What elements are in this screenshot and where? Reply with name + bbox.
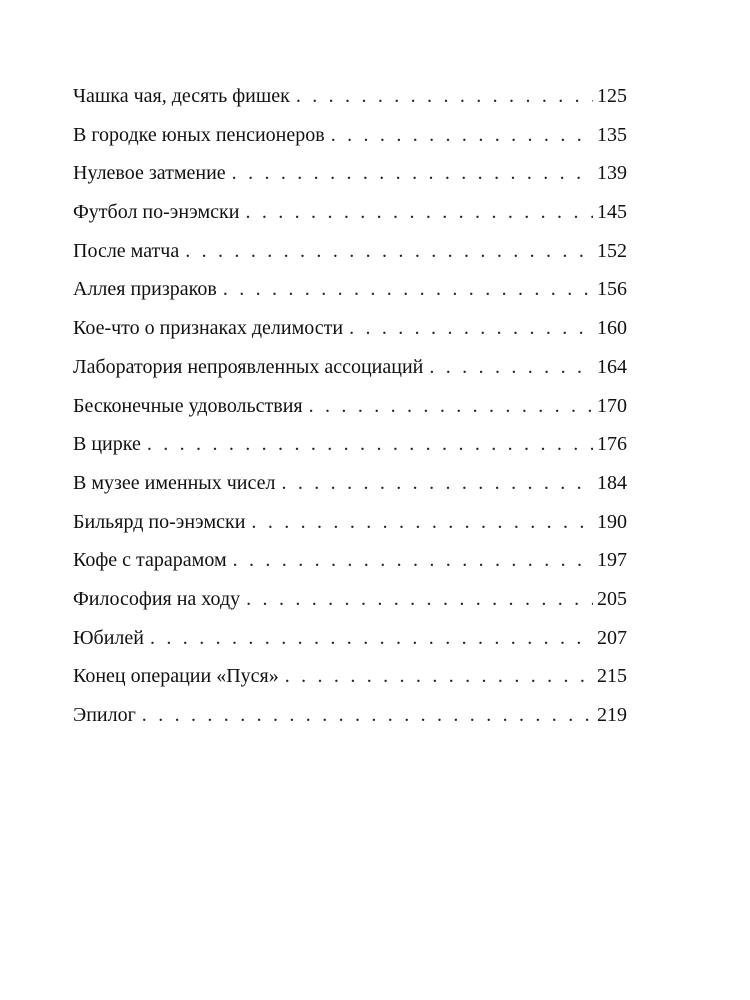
toc-entry bbox=[73, 354, 627, 393]
toc-entry-title: Бесконечные удовольствия bbox=[73, 394, 303, 417]
toc-entry-page-number: 219 bbox=[597, 704, 627, 726]
toc-entry-page-number: 164 bbox=[597, 355, 627, 378]
toc-entry bbox=[73, 663, 627, 702]
toc-entry-title: В городке юных пенсионеров bbox=[73, 123, 325, 146]
toc-entry-title: Кое-что о признаках делимости bbox=[73, 317, 344, 340]
toc-entry-page-number: 190 bbox=[597, 510, 627, 533]
toc-entry bbox=[73, 393, 627, 432]
toc-entry bbox=[73, 122, 627, 161]
dot-leader bbox=[285, 663, 593, 689]
toc-entry bbox=[73, 160, 627, 199]
toc-entry-page-number: 145 bbox=[597, 201, 627, 224]
toc-entry-page-number: 207 bbox=[597, 626, 627, 649]
toc-entry-page-number: 205 bbox=[597, 587, 627, 610]
toc-entry-page-number: 215 bbox=[597, 665, 627, 688]
toc-entry-title: Футбол по-энэмски bbox=[73, 201, 240, 224]
toc-entry-page-number: 176 bbox=[597, 433, 627, 456]
toc-entry-title: Лаборатория непроявленных ассоциаций bbox=[73, 355, 424, 378]
dot-leader bbox=[147, 431, 593, 457]
toc-entry bbox=[73, 702, 627, 741]
dot-leader bbox=[296, 83, 593, 109]
toc-entry-title: Кофе с тарарамом bbox=[73, 549, 227, 572]
dot-leader bbox=[281, 470, 593, 496]
toc-entry bbox=[73, 83, 627, 122]
toc-entry bbox=[73, 625, 627, 664]
toc-entry-page-number: 139 bbox=[597, 162, 627, 185]
toc-entry-page-number: 125 bbox=[597, 85, 627, 107]
dot-leader bbox=[233, 547, 593, 573]
toc-entry-title: После матча bbox=[73, 239, 180, 262]
toc-entry-title: В музее именных чисел bbox=[73, 471, 276, 494]
toc-entry bbox=[73, 199, 627, 238]
toc-entry-title: Конец операции «Пуся» bbox=[73, 665, 279, 688]
toc-entry-page-number: 156 bbox=[597, 278, 627, 301]
toc-entry bbox=[73, 238, 627, 277]
toc-entry bbox=[73, 431, 627, 470]
table-of-contents bbox=[73, 83, 627, 741]
toc-entry-title: Юбилей bbox=[73, 626, 144, 649]
toc-entry bbox=[73, 470, 627, 509]
toc-entry bbox=[73, 509, 627, 548]
toc-entry bbox=[73, 586, 627, 625]
dot-leader bbox=[429, 354, 593, 380]
toc-entry-title: Бильярд по-энэмски bbox=[73, 510, 246, 533]
toc-entry bbox=[73, 547, 627, 586]
dot-leader bbox=[142, 702, 593, 728]
toc-entry-title: Чашка чая, десять фишек bbox=[73, 85, 290, 107]
dot-leader bbox=[223, 276, 593, 302]
toc-entry-page-number: 135 bbox=[597, 123, 627, 146]
toc-entry bbox=[73, 315, 627, 354]
dot-leader bbox=[349, 315, 593, 341]
toc-entry bbox=[73, 276, 627, 315]
dot-leader bbox=[185, 238, 593, 264]
dot-leader bbox=[309, 393, 593, 419]
dot-leader bbox=[150, 625, 593, 651]
toc-entry-page-number: 170 bbox=[597, 394, 627, 417]
dot-leader bbox=[232, 160, 593, 186]
toc-entry-page-number: 160 bbox=[597, 317, 627, 340]
toc-entry-title: Нулевое затмение bbox=[73, 162, 226, 185]
dot-leader bbox=[331, 122, 593, 148]
dot-leader bbox=[251, 509, 593, 535]
toc-entry-page-number: 184 bbox=[597, 471, 627, 494]
dot-leader bbox=[245, 199, 593, 225]
toc-entry-title: В цирке bbox=[73, 433, 141, 456]
toc-entry-title: Философия на ходу bbox=[73, 587, 241, 610]
toc-entry-page-number: 152 bbox=[597, 239, 627, 262]
toc-entry-page-number: 197 bbox=[597, 549, 627, 572]
dot-leader bbox=[246, 586, 593, 612]
toc-entry-title: Эпилог bbox=[73, 704, 136, 726]
toc-entry-title: Аллея призраков bbox=[73, 278, 217, 301]
